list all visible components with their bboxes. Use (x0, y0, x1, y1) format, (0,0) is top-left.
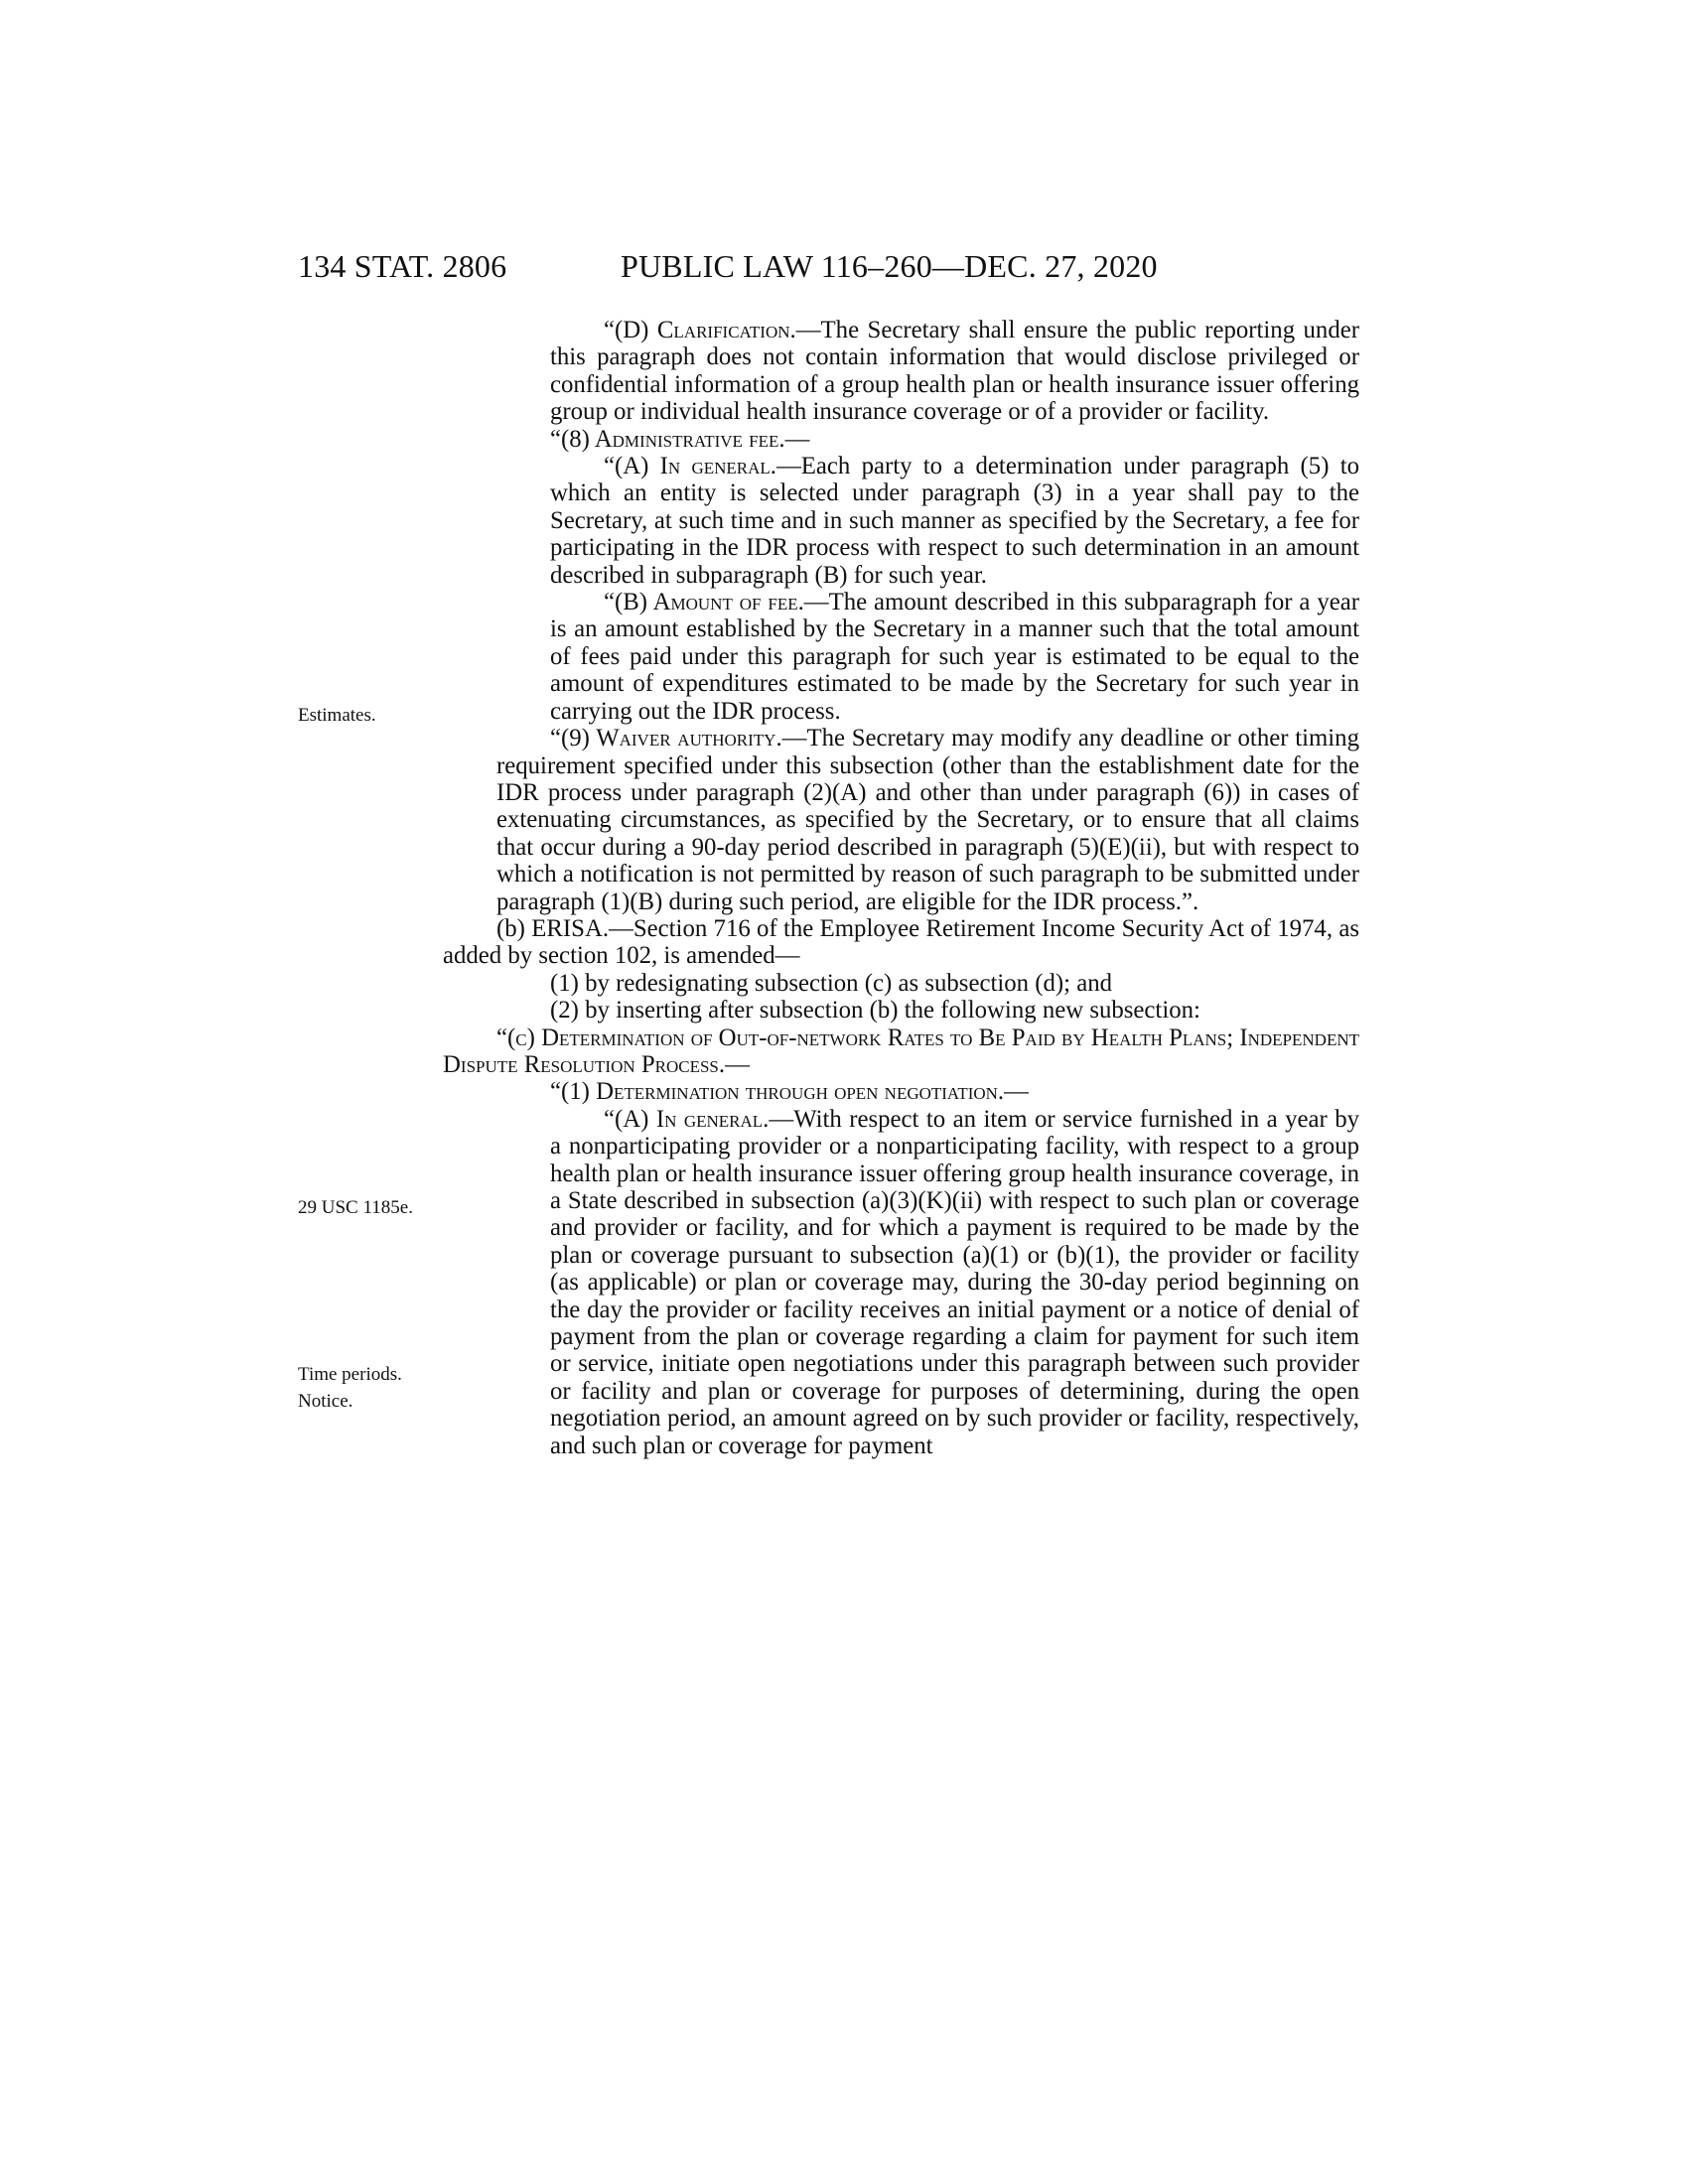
page-header (0, 248, 1688, 288)
margin-note-estimates: Estimates. (298, 705, 376, 726)
text-7d: —The Secretary shall ensure the public reporting under this paragraph does not contain information that would disclose privileged or confidential information of a group health plan or health insurance issuer offering group or individual health insurance coverage or of a provider or facility. (550, 317, 1359, 426)
text-9: —The Secretary may modify any deadline or other timing requirement specified under this subsection (other than the establishment date for the IDR process under paragraph (2)(A) and other than under paragraph (6)) in cases of extenuating circumstances, as specified by the Secretary, or to ensure that all claims that occur during a 90-day period described in paragraph (5)(E)(ii), but with respect to which a notification is not permitted by reason of such paragraph to be submitted under paragraph (1)(B) during such period, are eligible for the IDR process.”. (496, 725, 1359, 915)
paragraph-c1-heading (0, 1078, 1359, 1105)
statute-page-number: 134 STAT. 2806 (298, 248, 507, 284)
paragraph-8a (0, 453, 1359, 589)
heading-c1a: “(A) In general. (604, 1105, 770, 1133)
list-item-2 (0, 997, 1359, 1024)
text-item-1: (1) by redesignating subsection (c) as subsection (d); and (550, 969, 1113, 997)
heading-c: “(c) Determination of Out-of-network Rates to Be Paid by Health Plans; Independent Dispute Resolution Process. (443, 1024, 1359, 1078)
heading-7d: “(D) Clarification. (604, 317, 796, 343)
paragraph-c1a (0, 1106, 1359, 1459)
text-8a: —Each party to a determination under paragraph (5) to which an entity is selected under paragraph (3) in a year shall pay to the Secretary, at such time and in such manner as specified by the Secretary, a fee for participating in the IDR process with respect to such determination in an amount described in subparagraph (B) for such year. (550, 453, 1359, 589)
heading-8a: “(A) In general. (604, 453, 776, 480)
margin-note-usc: 29 USC 1185e. (298, 1197, 413, 1218)
document-body (0, 317, 1688, 1459)
text-erisa: (b) ERISA.—Section 716 of the Employee Retirement Income Security Act of 1974, as added by section 102, is amended— (443, 914, 1359, 970)
text-8b: —The amount described in this subparagraph for a year is an amount established by the Secretary in a manner such that the total amount of fees paid under this paragraph for such year is estimated to be equal to the amount of expenditures estimated to be made by the Secretary for such year in carrying out the IDR process. (550, 589, 1360, 725)
paragraph-8-heading (0, 426, 1359, 453)
heading-c1: “(1) Determination through open negotiation. (550, 1078, 1005, 1106)
heading-9: “(9) Waiver authority. (550, 725, 782, 752)
paragraph-7d (0, 317, 1359, 426)
text-c1a: —With respect to an item or service furnished in a year by a nonparticipating provider or a nonparticipating facility, with respect to a group health plan or health insurance issuer offering group health insurance coverage, in a State described in subsection (a)(3)(K)(ii) with respect to such plan or coverage and provider or facility, and for which a payment is required to be made by the plan or coverage pursuant to subsection (a)(1) or (b)(1), the provider or facility (as applicable) or plan or coverage may, during the 30-day period beginning on the day the provider or facility receives an initial payment or a notice of denial of payment from the plan or coverage regarding a claim for payment for such item or service, initiate open negotiations under this paragraph between such provider or facility and plan or coverage for purposes of determining, during the open negotiation period, an amount agreed on by such provider or facility, respectively, and such plan or coverage for payment (550, 1105, 1359, 1459)
heading-8-dash: — (784, 425, 810, 453)
heading-c1-dash: — (1004, 1078, 1029, 1106)
subsection-c-heading (0, 1024, 1359, 1079)
heading-8b: “(B) Amount of fee. (604, 589, 804, 616)
heading-c-dash: — (725, 1050, 750, 1078)
margin-note-notice: Notice. (298, 1391, 353, 1412)
list-item-1 (0, 970, 1359, 997)
heading-8: “(8) Administrative fee. (550, 425, 785, 453)
text-item-2: (2) by inserting after subsection (b) the following new subsection: (550, 997, 1200, 1024)
paragraph-8b (0, 589, 1359, 725)
margin-note-time-periods: Time periods. (298, 1364, 402, 1385)
public-law-title: PUBLIC LAW 116–260—DEC. 27, 2020 (621, 248, 1158, 284)
paragraph-erisa (0, 915, 1359, 970)
paragraph-9 (0, 725, 1359, 915)
